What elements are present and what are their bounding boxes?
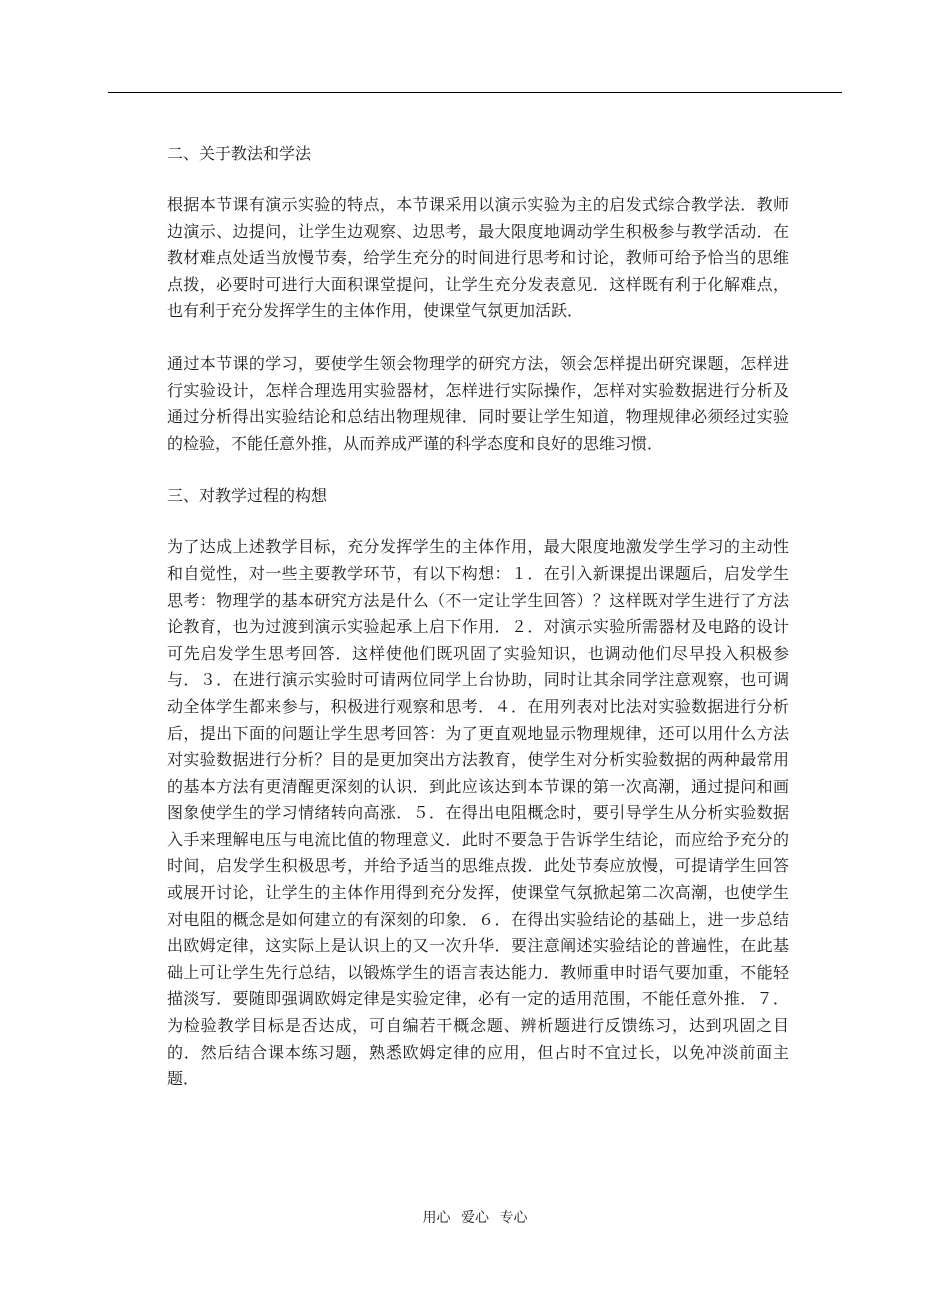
header-rule (108, 92, 842, 93)
section-heading-methods: 二、关于教法和学法 (167, 144, 312, 163)
paragraph-teaching-process: 为了达成上述教学目标，充分发挥学生的主体作用，最大限度地激发学生学习的主动性和自觉性，对一些主要教学环节，有以下构想：１．在引入新课提出课题后，启发学生思考：物理学的基本研究方法是什么（不一定让学生回答）？这样既对学生进行了方法论教育，也为过渡到演示实验起承上启下作用．２．对演示实验所需器材及电路的设计可先启发学生思考回答．这样使他们既巩固了实验知识，也调动他们尽早投入积极参与．３．在进行演示实验时可请两位同学上台协助，同时让其余同学注意观察，也可调动全体学生都来参与，积极进行观察和思考．４．在用列表对比法对实验数据进行分析后，提出下面的问题让学生思考回答：为了更直观地显示物理规律，还可以用什么方法对实验数据进行分析？目的是更加突出方法教育，使学生对分析实验数据的两种最常用的基本方法有更清醒更深刻的认识．到此应该达到本节课的第一次高潮，通过提问和画图象使学生的学习情绪转向高涨．５．在得出电阻概念时，要引导学生从分析实验数据入手来理解电压与电流比值的物理意义．此时不要急于告诉学生结论，而应给予充分的时间，启发学生积极思考，并给予适当的思维点拨．此处节奏应放慢，可提请学生回答或展开讨论，让学生的主体作用得到充分发挥，使课堂气氛掀起第二次高潮，也使学生对电阻的概念是如何建立的有深刻的印象．６．在得出实验结论的基础上，进一步总结出欧姆定律，这实际上是认识上的又一次升华．要注意阐述实验结论的普遍性，在此基础上可让学生先行总结，以锻炼学生的语言表达能力．教师重申时语气要加重，不能轻描淡写．要随即强调欧姆定律是实验定律，必有一定的适用范围，不能任意外推．７．为检验教学目标是否达成，可自编若干概念题、辨析题进行反馈练习，达到巩固之目的．然后结合课本练习题，熟悉欧姆定律的应用，但占时不宜过长，以免冲淡前面主题． (167, 537, 789, 1089)
page-footer: 用心 爱心 专心 (422, 1210, 528, 1226)
paragraph-teaching-methods: 根据本节课有演示实验的特点，本节课采用以演示实验为主的启发式综合教学法．教师边演示、边提问，让学生边观察、边思考，最大限度地调动学生积极参与教学活动．在教材难点处适当放慢节奏，给学生充分的时间进行思考和讨论，教师可给予恰当的思维点拨，必要时可进行大面积课堂提问，让学生充分发表意见．这样既有利于化解难点，也有利于充分发挥学生的主体作用，使课堂气氛更加活跃． (167, 195, 789, 321)
document-body (167, 141, 789, 1093)
section-heading-process: 三、对教学过程的构想 (167, 486, 328, 506)
paragraph-learning-goals: 通过本节课的学习，要使学生领会物理学的研究方法，领会怎样提出研究课题，怎样进行实验设计，怎样合理选用实验器材，怎样进行实际操作，怎样对实验数据进行分析及通过分析得出实验结论和总结出物理规律．同时要让学生知道，物理规律必须经过实验的检验，不能任意外推，从而养成严谨的科学态度和良好的思维习惯． (167, 353, 789, 453)
